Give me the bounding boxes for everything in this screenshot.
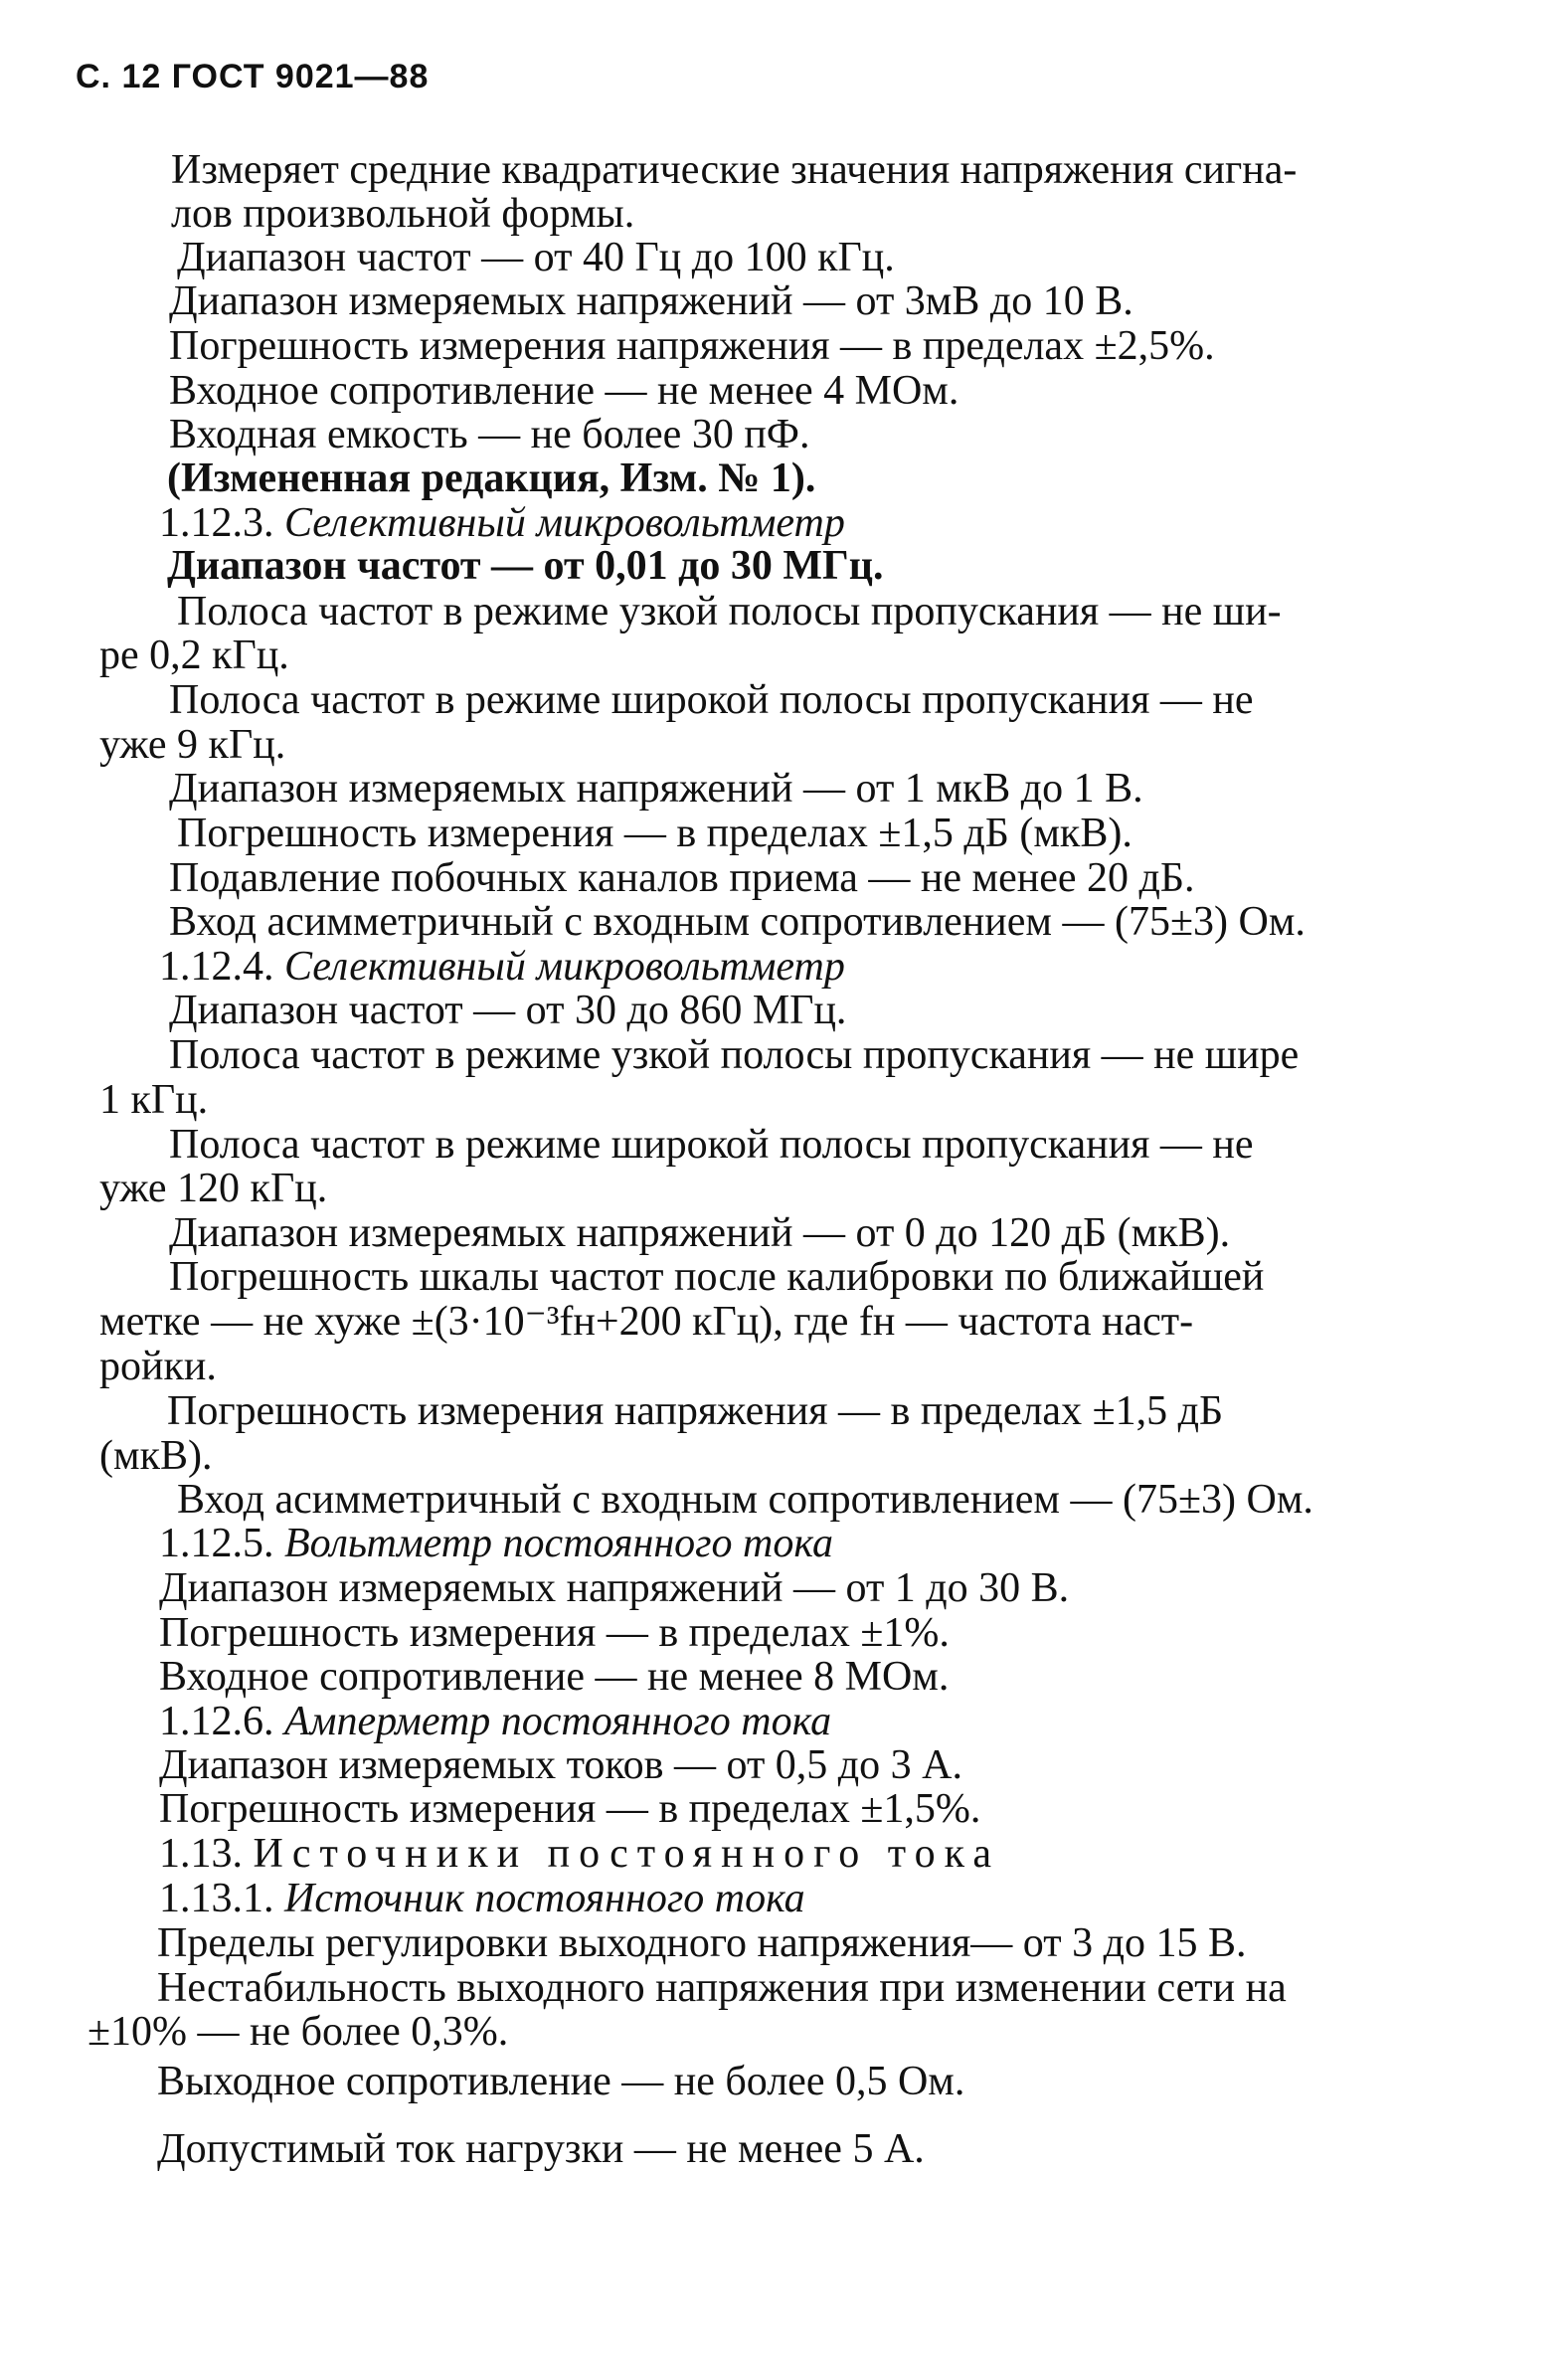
- text-line: лов произвольной формы.: [171, 191, 635, 237]
- text-line: Погрешность измерения — в пределах ±1,5%.: [159, 1786, 981, 1832]
- text-line: (мкВ).: [99, 1433, 213, 1479]
- text-line: Допустимый ток нагрузки — не менее 5 А.: [157, 2126, 925, 2172]
- text-line: Подавление побочных каналов приема — не менее 20 дБ.: [169, 855, 1195, 901]
- text-line: Входное сопротивление — не менее 8 МОм.: [159, 1654, 950, 1700]
- section-number: 1.12.3.: [159, 500, 274, 546]
- section-title: Амперметр постоянного тока: [284, 1699, 832, 1744]
- section-number: 1.13.: [159, 1831, 243, 1877]
- text-line: метке — не хуже ±(3·10⁻³fн+200 кГц), где fн — частота наст-: [99, 1299, 1194, 1345]
- text-line: Вход асимметричный с входным сопротивлением — (75±3) Ом.: [177, 1477, 1313, 1523]
- text-line: Полоса частот в режиме узкой полосы пропускания — не шире: [169, 1032, 1300, 1078]
- text-line: ре 0,2 кГц.: [99, 633, 289, 678]
- section-heading: [159, 946, 845, 988]
- text-line: Погрешность измерения напряжения — в пределах ±1,5 дБ: [167, 1388, 1224, 1434]
- section-heading: [159, 502, 845, 544]
- text-line: Вход асимметричный с входным сопротивлением — (75±3) Ом.: [169, 899, 1306, 945]
- text-line: уже 120 кГц.: [99, 1166, 328, 1211]
- section-number: 1.12.5.: [159, 1521, 274, 1566]
- text-line: ±10% — не более 0,3%.: [87, 2009, 509, 2055]
- text-line: Погрешность измерения — в пределах ±1,5 дБ (мкВ).: [177, 811, 1132, 856]
- text-line: Пределы регулировки выходного напряжения— от 3 до 15 В.: [157, 1920, 1247, 1966]
- page-header: С. 12 ГОСТ 9021—88: [76, 58, 430, 95]
- section-heading: [159, 1523, 833, 1564]
- text-line: Диапазон частот — от 40 Гц до 100 кГц.: [177, 235, 895, 280]
- text-line: Диапазон частот — от 0,01 до 30 МГц.: [167, 543, 884, 589]
- text-line: Диапазон измеряемых напряжений — от 1 мкВ до 1 В.: [169, 766, 1143, 812]
- section-title: Вольтметр постоянного тока: [284, 1521, 833, 1566]
- section-heading: [159, 1701, 831, 1742]
- section-title: Источник постоянного тока: [284, 1876, 805, 1921]
- section-heading: [159, 1833, 1000, 1875]
- text-line: Полоса частот в режиме широкой полосы пропускания — не: [169, 677, 1254, 723]
- text-line: Погрешность шкалы частот после калибровки по ближайшей: [169, 1254, 1265, 1300]
- section-heading: [159, 1878, 805, 1919]
- text-line: Диапазон измеряемых токов — от 0,5 до 3 А.: [159, 1742, 963, 1788]
- text-line: ройки.: [99, 1344, 217, 1389]
- text-line: Входное сопротивление — не менее 4 МОм.: [169, 368, 959, 414]
- section-title: Селективный микровольтметр: [284, 944, 845, 990]
- line-text: Измеряет средние квадратические значения напряжения сигна-: [171, 147, 1298, 193]
- text-line: Диапазон частот — от 30 до 860 МГц.: [169, 988, 847, 1033]
- text-line: 1 кГц.: [99, 1077, 209, 1123]
- section-number: 1.13.1.: [159, 1876, 274, 1921]
- text-line: Погрешность измерения — в пределах ±1%.: [159, 1610, 950, 1656]
- section-title: Селективный микровольтметр: [284, 500, 845, 546]
- text-line: [171, 149, 1472, 191]
- text-line: Полоса частот в режиме широкой полосы пропускания — не: [169, 1122, 1254, 1168]
- text-line: Погрешность измерения напряжения — в пределах ±2,5%.: [169, 323, 1215, 369]
- text-line: Диапазон измереямых напряжений — от 0 до 120 дБ (мкВ).: [169, 1210, 1231, 1256]
- section-title: Источники постоянного тока: [253, 1831, 1000, 1877]
- text-line: Полоса частот в режиме узкой полосы пропускания — не ши-: [177, 589, 1282, 635]
- text-line: Выходное сопротивление — не более 0,5 Ом.: [157, 2059, 965, 2104]
- text-line: Диапазон измеряемых напряжений — от 3мВ до 10 В.: [169, 278, 1133, 324]
- section-number: 1.12.6.: [159, 1699, 274, 1744]
- text-line: Входная емкость — не более 30 пФ.: [169, 412, 810, 457]
- amendment-note: (Измененная редакция, Изм. № 1).: [167, 455, 816, 501]
- text-line: уже 9 кГц.: [99, 722, 286, 768]
- section-number: 1.12.4.: [159, 944, 274, 990]
- text-line: Нестабильность выходного напряжения при изменении сети на: [157, 1965, 1287, 2011]
- text-line: Диапазон измеряемых напряжений — от 1 до 30 В.: [159, 1565, 1070, 1611]
